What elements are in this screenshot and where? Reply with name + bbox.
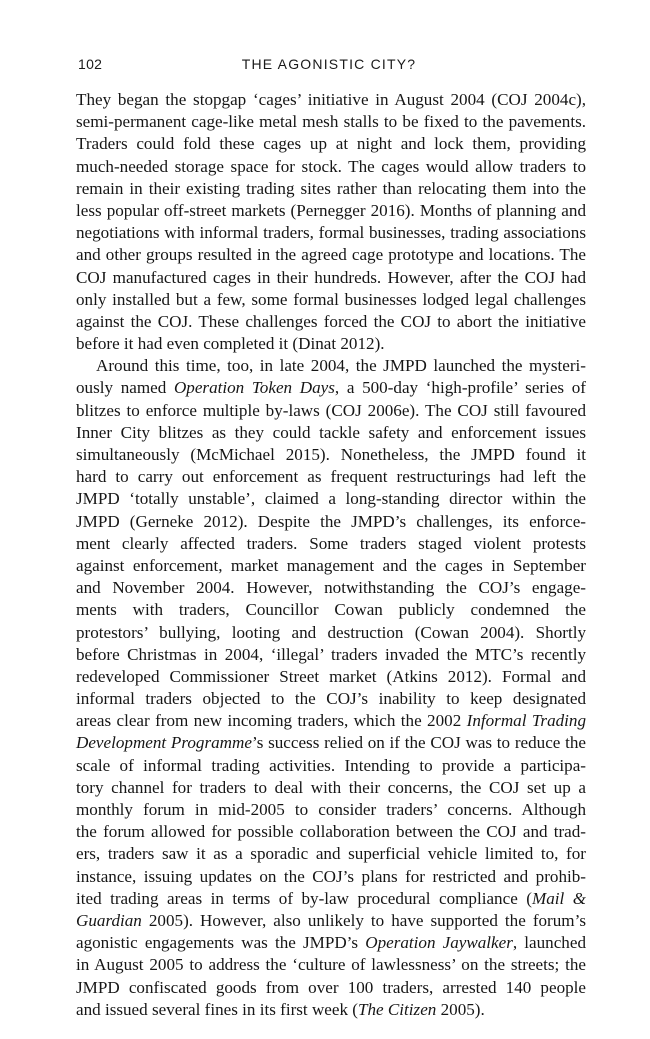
italic-text: Operation Token Days [173, 378, 335, 398]
text-line [76, 111, 586, 133]
italic-text: The Citizen [357, 999, 437, 1019]
text-run: against the COJ. These challenges forced the COJ to abort the initiative [76, 311, 586, 331]
text-run: ment clearly affected traders. Some traders staged violent protests [76, 533, 586, 553]
text-run: in August 2005 to address the ‘culture of lawlessness’ on the streets; the [76, 955, 586, 975]
text-line [76, 799, 586, 821]
text-line [76, 999, 586, 1021]
text-line [76, 577, 586, 599]
text-run: Traders could fold these cages up at night and lock them, providing [76, 134, 586, 154]
text-line [76, 755, 586, 777]
text-run: and issued several fines in its first week ( [76, 999, 358, 1019]
text-line [76, 688, 586, 710]
text-line [76, 666, 586, 688]
text-run: ’s success relied on if the COJ was to reduce the [251, 733, 586, 753]
text-run: , a 500-day ‘high-profile’ series of [334, 378, 586, 398]
text-line [76, 444, 586, 466]
text-line [76, 355, 586, 377]
running-header [78, 56, 580, 76]
text-run: blitzes to enforce multiple by-laws (COJ 2006e). The COJ still favoured [76, 400, 586, 420]
text-run: JMPD ‘totally unstable’, claimed a long-standing director within the [76, 489, 586, 509]
text-line [76, 821, 586, 843]
text-run: informal traders objected to the COJ’s inability to keep designated [76, 689, 586, 709]
text-run: semi-permanent cage-like metal mesh stalls to be fixed to the pavements. [76, 112, 586, 132]
text-line [76, 89, 586, 111]
text-line [76, 866, 586, 888]
text-line [76, 511, 586, 533]
text-run: 2005). [436, 999, 485, 1019]
text-run: hard to carry out enforcement as frequent restructurings had left the [76, 467, 586, 487]
text-run: and November 2004. However, notwithstanding the COJ’s engage- [76, 578, 586, 598]
text-run: against enforcement, market management and the cages in September [76, 555, 586, 575]
text-run: before it had even completed it (Dinat 2012). [76, 334, 385, 354]
text-line [76, 644, 586, 666]
text-line [76, 488, 586, 510]
text-run: redeveloped Commissioner Street market (Atkins 2012). Formal and [76, 666, 586, 686]
text-run: only installed but a few, some formal businesses lodged legal challenges [76, 289, 586, 309]
text-run: the forum allowed for possible collaboration between the COJ and trad- [76, 822, 586, 842]
text-line [76, 400, 586, 422]
text-run: ited trading areas in terms of by-law procedural compliance ( [76, 888, 532, 908]
text-run: JMPD confiscated goods from over 100 traders, arrested 140 people [76, 977, 586, 997]
text-line [76, 222, 586, 244]
text-line [76, 843, 586, 865]
text-line [76, 954, 586, 976]
text-line [76, 732, 586, 754]
text-line [76, 599, 586, 621]
text-line [76, 932, 586, 954]
text-line [76, 910, 586, 932]
italic-text: Mail & [531, 888, 587, 908]
text-line [76, 422, 586, 444]
text-run: Inner City blitzes as they could tackle safety and enforcement issues [76, 422, 586, 442]
text-run: monthly forum in mid-2005 to consider traders’ concerns. Although [76, 800, 586, 819]
text-run: protestors’ bullying, looting and destruction (Cowan 2004). Shortly [76, 622, 586, 642]
text-run: ers, traders saw it as a sporadic and superficial vehicle limited to, for [76, 844, 586, 864]
text-line [76, 466, 586, 488]
text-run: negotiations with informal traders, formal businesses, trading associations [76, 223, 586, 243]
text-line [76, 777, 586, 799]
text-line [76, 377, 586, 399]
italic-text: Operation Jaywalker [365, 933, 513, 953]
text-run: tory channel for traders to deal with their concerns, the COJ set up a [76, 777, 586, 797]
text-run: COJ manufactured cages in their hundreds. However, after the COJ had [76, 267, 586, 287]
text-line [76, 267, 586, 289]
paragraph [76, 355, 586, 1021]
text-line [76, 555, 586, 577]
text-run: , launched [512, 933, 586, 953]
text-run: less popular off-street markets (Pernegger 2016). Months of planning and [76, 200, 586, 220]
text-line [76, 311, 586, 333]
italic-text: Development Programme [76, 733, 252, 753]
text-line [76, 200, 586, 222]
text-run: scale of informal trading activities. Intending to provide a participa- [76, 755, 586, 775]
text-run: simultaneously (McMichael 2015). Nonetheless, the JMPD found it [76, 445, 586, 464]
text-run: remain in their existing trading sites rather than relocating them into the [76, 178, 586, 198]
text-run: 2005). However, also unlikely to have supported the forum’s [141, 910, 586, 930]
text-line [76, 156, 586, 178]
text-line [76, 622, 586, 644]
text-run: agonistic engagements was the JMPD’s [76, 933, 366, 953]
text-run: and other groups resulted in the agreed cage prototype and locations. The [76, 245, 586, 265]
text-run: areas clear from new incoming traders, which the 2002 [76, 711, 467, 731]
italic-text: Informal Trading [466, 711, 587, 731]
text-line [76, 333, 586, 355]
text-run: instance, issuing updates on the COJ’s plans for restricted and prohib- [76, 866, 586, 886]
text-run: They began the stopgap ‘cages’ initiative in August 2004 (COJ 2004c), [76, 90, 586, 109]
text-line [76, 178, 586, 200]
text-run: JMPD (Gerneke 2012). Despite the JMPD’s challenges, its enforce- [76, 511, 586, 531]
text-line [76, 533, 586, 555]
running-title: THE AGONISTIC CITY? [241, 56, 417, 72]
text-line [76, 244, 586, 266]
text-run: before Christmas in 2004, ‘illegal’ traders invaded the MTC’s recently [76, 644, 586, 664]
text-line [76, 888, 586, 910]
paragraph [76, 89, 586, 355]
text-line [76, 977, 586, 999]
body-text [76, 89, 586, 1021]
text-line [76, 710, 586, 732]
text-run: ments with traders, Councillor Cowan publicly condemned the [76, 600, 586, 620]
page-number: 102 [78, 56, 103, 72]
text-run: much-needed storage space for stock. The cages would allow traders to [76, 156, 586, 176]
italic-text: Guardian [76, 910, 142, 930]
text-line [76, 289, 586, 311]
text-run: ously named [76, 378, 174, 398]
text-run: Around this time, too, in late 2004, the JMPD launched the mysteri- [96, 356, 586, 376]
text-line [76, 133, 586, 155]
